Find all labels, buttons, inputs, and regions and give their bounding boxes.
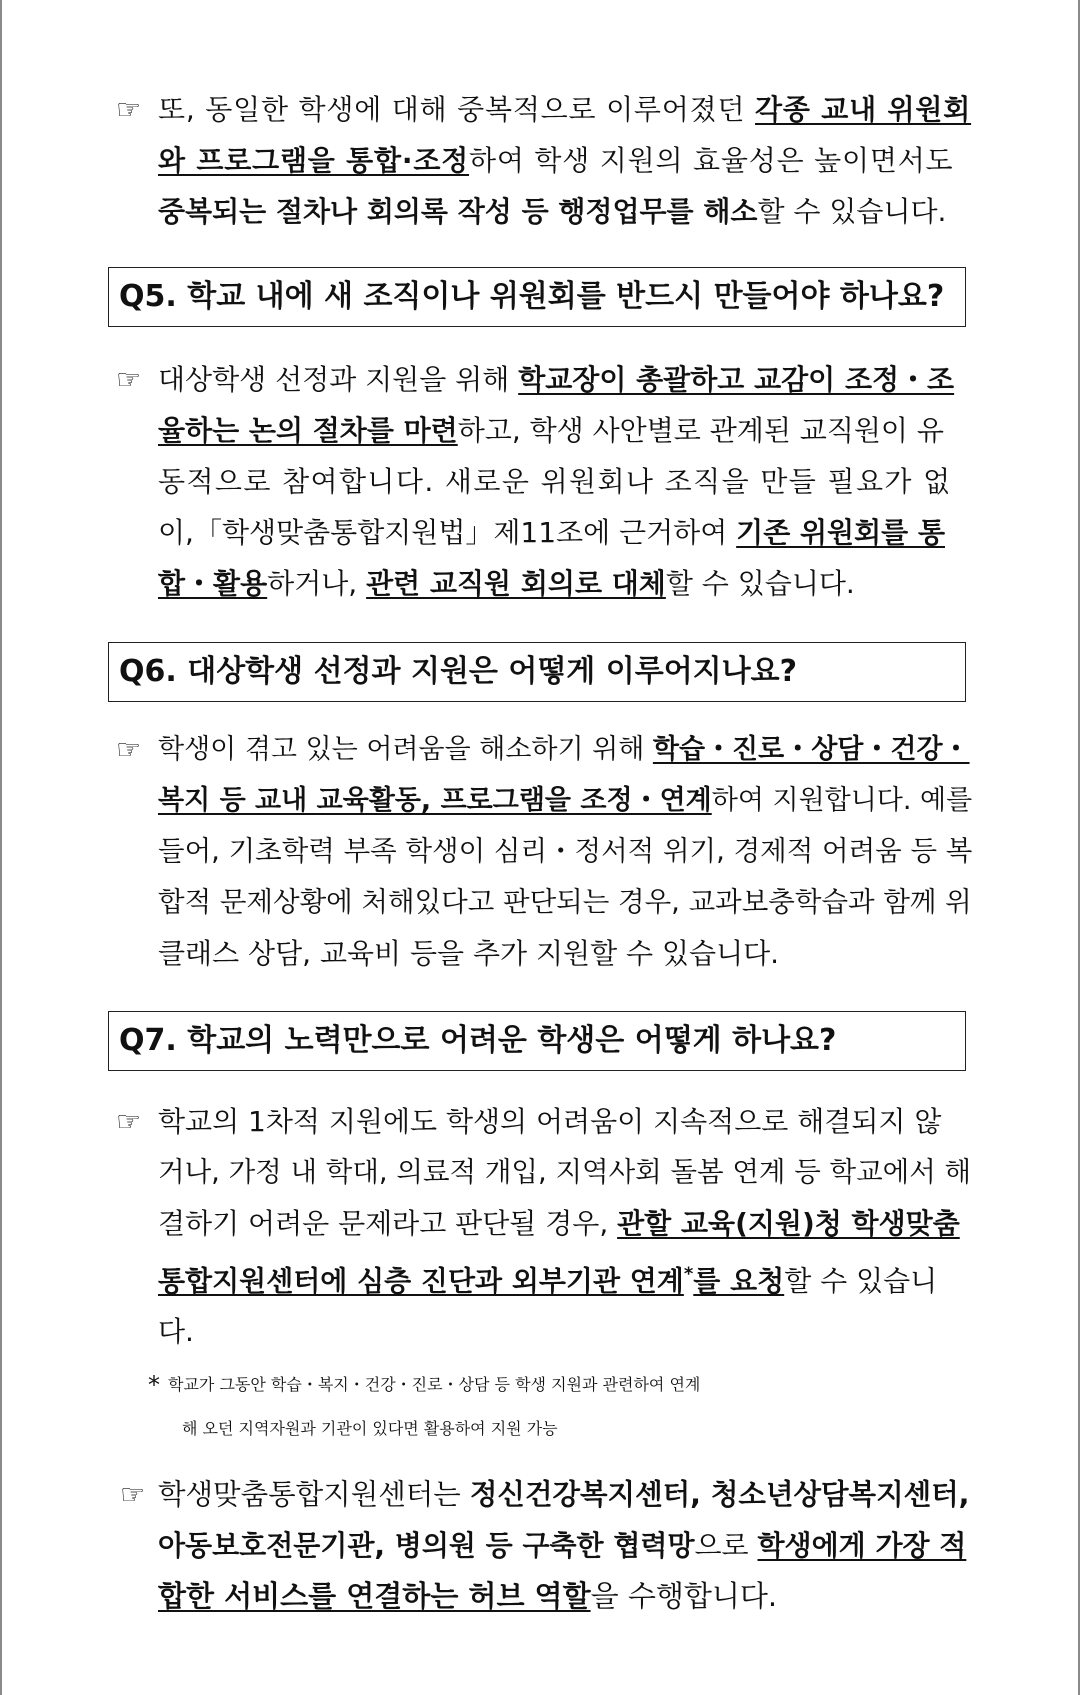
text-line: 동적으로 참여합니다. 새로운 위원회나 조직을 만들 필요가 없 xyxy=(158,465,952,498)
text-line: 클래스 상담, 교육비 등을 추가 지원할 수 있습니다. xyxy=(158,937,780,970)
pointing-hand-icon: ☞ xyxy=(116,1105,142,1138)
pointing-hand-icon: ☞ xyxy=(120,1478,146,1511)
text-line: 또, 동일한 학생에 대해 중복적으로 이루어졌던 각종 교내 위원회 xyxy=(158,93,972,126)
footnote-line: 학교가 그동안 학습・복지・건강・진로・상담 등 학생 지원과 관련하여 연계 xyxy=(168,1375,701,1394)
text-line: 중복되는 절차나 회의록 작성 등 행정업무를 해소할 수 있습니다. xyxy=(158,195,947,228)
intro-paragraph xyxy=(116,84,978,237)
hub-paragraph xyxy=(120,1469,978,1622)
text-line: 대상학생 선정과 지원을 위해 학교장이 총괄하고 교감이 조정・조 xyxy=(158,363,955,396)
q6-answer xyxy=(116,724,978,979)
q7-heading: Q7. 학교의 노력만으로 어려운 학생은 어떻게 하나요? xyxy=(108,1011,966,1071)
q6-heading: Q6. 대상학생 선정과 지원은 어떻게 이루어지나요? xyxy=(108,642,966,702)
text-line: 율하는 논의 절차를 마련하고, 학생 사안별로 관계된 교직원이 유 xyxy=(158,414,944,447)
text-line: 통합지원센터에 심층 진단과 외부기관 연계*를 요청할 수 있습니 xyxy=(158,1264,938,1298)
text-line: 학생이 겪고 있는 어려움을 해소하기 위해 학습・진로・상담・건강・ xyxy=(158,734,970,765)
q5-answer xyxy=(116,354,978,609)
text-line: 학생맞춤통합지원센터는 정신건강복지센터, 청소년상담복지센터, xyxy=(158,1478,970,1511)
footnote xyxy=(148,1363,978,1451)
q7-answer xyxy=(116,1096,978,1357)
pointing-hand-icon: ☞ xyxy=(116,93,142,126)
pointing-hand-icon: ☞ xyxy=(116,363,142,396)
footnote-line: 해 오던 지역자원과 기관이 있다면 활용하여 지원 가능 xyxy=(182,1419,558,1438)
q5-heading: Q5. 학교 내에 새 조직이나 위원회를 반드시 만들어야 하나요? xyxy=(108,267,966,327)
text-line: 아동보호전문기관, 병의원 등 구축한 협력망으로 학생에게 가장 적 xyxy=(158,1529,967,1562)
text-line: 합적 문제상황에 처해있다고 판단되는 경우, 교과보충학습과 함께 위 xyxy=(158,886,972,918)
text-line: 결하기 어려운 문제라고 판단될 경우, 관할 교육(지원)청 학생맞춤 xyxy=(158,1207,960,1240)
text-line: 합・활용하거나, 관련 교직원 회의로 대체할 수 있습니다. xyxy=(158,567,855,600)
text-line: 거나, 가정 내 학대, 의료적 개입, 지역사회 돌봄 연계 등 학교에서 해 xyxy=(158,1156,972,1188)
pointing-hand-icon: ☞ xyxy=(116,733,142,766)
text-line: 들어, 기초학력 부족 학생이 심리・정서적 위기, 경제적 어려움 등 복 xyxy=(158,835,973,867)
footnote-marker: * xyxy=(683,1264,694,1285)
footnote-star: * xyxy=(148,1371,160,1399)
text-line: 복지 등 교내 교육활동, 프로그램을 조정・연계하여 지원합니다. 예를 xyxy=(158,785,973,816)
text-line: 이,「학생맞춤통합지원법」제11조에 근거하여 기존 위원회를 통 xyxy=(158,516,945,549)
text-line: 다. xyxy=(158,1315,194,1349)
text-line: 학교의 1차적 지원에도 학생의 어려움이 지속적으로 해결되지 않 xyxy=(158,1105,942,1138)
text-line: 와 프로그램을 통합·조정하여 학생 지원의 효율성은 높이면서도 xyxy=(158,144,954,177)
text-line: 합한 서비스를 연결하는 허브 역할을 수행합니다. xyxy=(158,1579,778,1613)
